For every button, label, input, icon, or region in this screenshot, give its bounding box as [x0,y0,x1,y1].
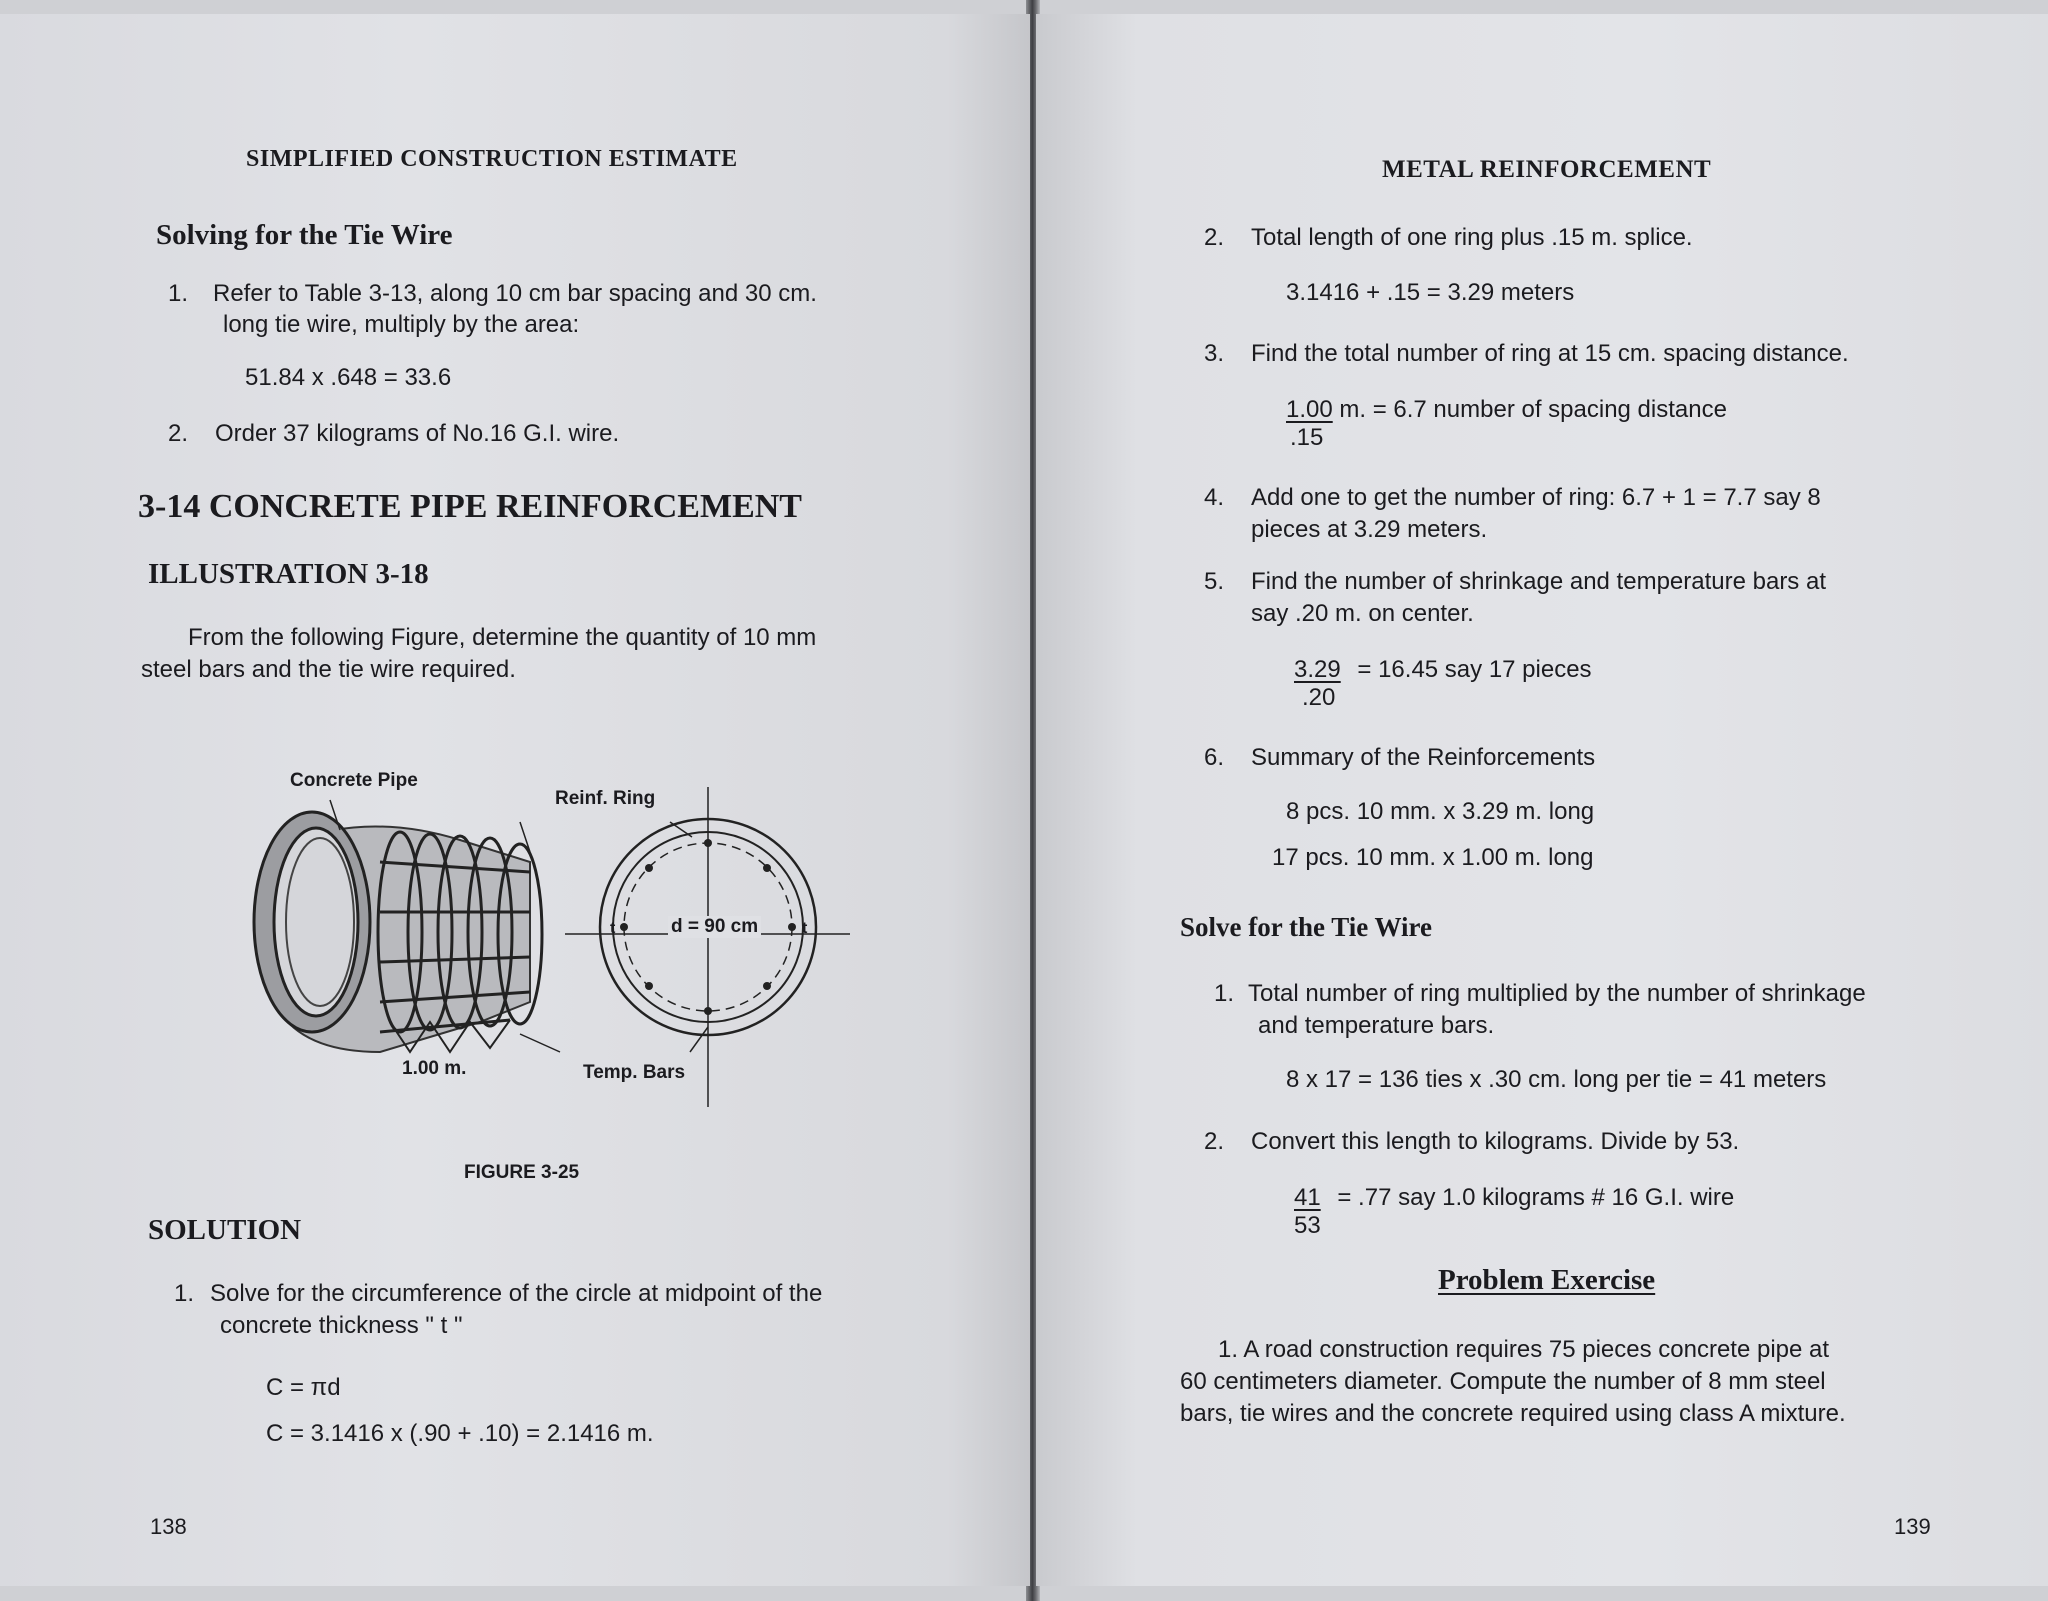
step-number: 2. [1204,224,1225,251]
intro-line2: steel bars and the tie wire required. [141,656,516,683]
label-concrete-pipe: Concrete Pipe [290,770,418,791]
problem-exercise-heading: Problem Exercise [1438,1264,1656,1296]
circumference-calculation: C = 3.1416 x (.90 + .10) = 2.1416 m. [266,1420,654,1447]
tie2-fraction [1294,1184,1734,1240]
item5-fraction [1294,656,1592,712]
illustration-title: ILLUSTRATION 3-18 [148,558,429,590]
pipe-cross-section [565,787,850,1107]
step-number: 2. [1204,1128,1225,1155]
step1-line2: long tie wire, multiply by the area: [223,311,580,338]
concrete-pipe-figure [230,752,870,1132]
item2-text: Total length of one ring plus .15 m. splice. [1251,224,1693,251]
step1-calculation: 51.84 x .648 = 33.6 [245,364,452,391]
label-thickness: t [802,920,808,937]
solution-heading: SOLUTION [148,1214,302,1246]
figure-caption: FIGURE 3-25 [464,1162,580,1183]
problem-line1: 1. A road construction requires 75 pieces concrete pipe at [1218,1336,1830,1363]
label-temp-bars: Temp. Bars [583,1062,686,1083]
fraction-denominator: .20 [1302,684,1336,711]
page-number: 138 [150,1514,187,1539]
right-page [1036,14,2048,1586]
tie1-line1: Total number of ring multiplied by the number of shrinkage [1248,980,1866,1007]
step-number: 5. [1204,568,1225,595]
pipe-illustration [254,800,560,1052]
solution1-line1: Solve for the circumference of the circle at midpoint of the [210,1280,823,1307]
step-number: 1. [168,280,189,307]
fraction-numerator: 3.29 [1294,656,1341,683]
step-number: 4. [1204,484,1225,511]
page-header: SIMPLIFIED CONSTRUCTION ESTIMATE [246,146,738,172]
item5-line2: say .20 m. on center. [1251,600,1474,627]
intro-line1: From the following Figure, determine the quantity of 10 mm [188,624,817,651]
label-diameter: d = 90 cm [668,916,761,938]
step-number: 6. [1204,744,1225,771]
step2-text: Order 37 kilograms of No.16 G.I. wire. [215,420,620,447]
fraction-result: m. = 6.7 number of spacing distance [1339,396,1727,423]
circumference-formula: C = πd [266,1374,341,1401]
section-title: 3-14 CONCRETE PIPE REINFORCEMENT [138,488,802,525]
fraction-numerator: 41 [1294,1184,1321,1211]
item2-calculation: 3.1416 + .15 = 3.29 meters [1286,279,1575,306]
label-reinf-ring: Reinf. Ring [555,788,656,809]
item6-text: Summary of the Reinforcements [1251,744,1596,771]
fraction-denominator: 53 [1294,1212,1321,1239]
fraction-numerator: 1.00 [1286,396,1333,423]
figure-3-25 [230,752,870,1132]
tie-wire-heading: Solve for the Tie Wire [1180,912,1433,942]
fraction-denominator: .15 [1290,424,1324,451]
label-thickness: t [610,920,616,937]
tie-wire-heading: Solving for the Tie Wire [156,219,453,251]
problem-line3: bars, tie wires and the concrete required using class A mixture. [1180,1400,1846,1427]
item4-line2: pieces at 3.29 meters. [1251,516,1488,543]
fraction-result: = .77 say 1.0 kilograms # 16 G.I. wire [1337,1184,1735,1211]
left-page [0,14,1030,1586]
item4-line1: Add one to get the number of ring: 6.7 + 1 = 7.7 say 8 [1251,484,1821,511]
step-number: 2. [168,420,189,447]
step-number: 1. [1214,980,1235,1007]
summary-line2: 17 pcs. 10 mm. x 1.00 m. long [1272,844,1594,871]
label-length: 1.00 m. [402,1058,467,1079]
solution1-line2: concrete thickness " t " [220,1312,463,1339]
item3-fraction [1286,396,1727,452]
item5-line1: Find the number of shrinkage and temperature bars at [1251,568,1826,595]
step-number: 1. [174,1280,195,1307]
page-header: METAL REINFORCEMENT [1382,156,1712,183]
step1-line1: Refer to Table 3-13, along 10 cm bar spacing and 30 cm. [213,280,817,307]
page-number: 139 [1894,1514,1931,1539]
tie1-line2: and temperature bars. [1258,1012,1495,1039]
problem-line2: 60 centimeters diameter. Compute the number of 8 mm steel [1180,1368,1826,1395]
step-number: 3. [1204,340,1225,367]
fraction-result: = 16.45 say 17 pieces [1357,656,1592,683]
summary-line1: 8 pcs. 10 mm. x 3.29 m. long [1286,798,1595,825]
tie1-calculation: 8 x 17 = 136 ties x .30 cm. long per tie = 41 meters [1286,1066,1827,1093]
item3-text: Find the total number of ring at 15 cm. spacing distance. [1251,340,1849,367]
tie2-text: Convert this length to kilograms. Divide by 53. [1251,1128,1740,1155]
